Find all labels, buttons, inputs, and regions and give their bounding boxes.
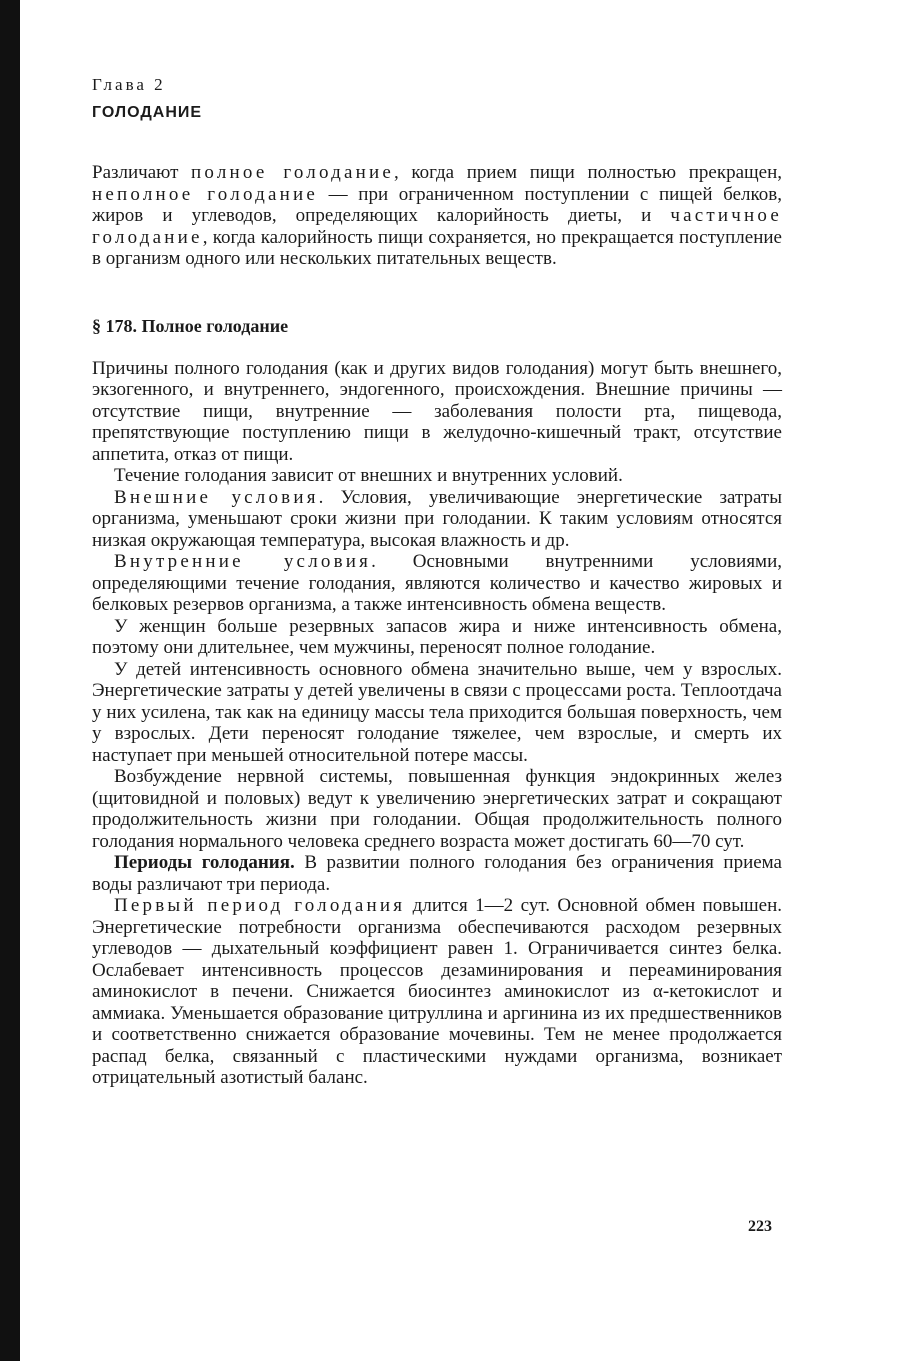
internal-conditions-text: . Основными внутренними условиями, определяющими течение голодания, являются количество и качество жировых и белковых резервов организма, а также интенсивность обмена веществ.: [92, 551, 782, 615]
intro-paragraph: [92, 162, 782, 270]
term-periods: Периоды голодания.: [114, 852, 295, 873]
intro-term-selective: частичное голодание: [92, 205, 782, 248]
term-external-conditions: Внешние условия: [114, 486, 319, 508]
intro-text-1: Различают: [92, 162, 192, 183]
page-content: [92, 74, 782, 1089]
paragraph-children: У детей интенсивность основного обмена значительно выше, чем у взрослых. Энергетические затраты у детей увеличены в связи с процессами роста. Теплоотдача у них усилена, так как на единицу массы тела приходится большая поверхность, чем у взрослых. Дети переносят голодание тяжелее, чем взрослые, и смерть их наступает при меньшей относительной потере массы.: [92, 658, 782, 766]
term-internal-conditions: Внутренние условия: [114, 551, 372, 572]
intro-text-2: , когда прием пищи полностью прекращен,: [394, 162, 782, 183]
intro-text-3: — при ограниченном поступлении с пищей белков, жиров и углеводов, определяющих калорийность диеты, и: [92, 183, 782, 226]
chapter-title: ГОЛОДАНИЕ: [92, 104, 203, 121]
paragraph-periods: [92, 852, 782, 895]
paragraph-course: Течение голодания зависит от внешних и внутренних условий.: [114, 465, 623, 486]
section-heading: § 178. Полное голодание: [92, 315, 289, 336]
chapter-label: Глава 2: [92, 75, 166, 94]
term-first-period: Первый период голодания: [114, 895, 406, 916]
periods-text: В развитии полного голодания без ограничения приема воды различают три периода.: [92, 852, 782, 895]
external-conditions-text: . Условия, увеличивающие энергетические затраты организма, уменьшают сроки жизни при голодании. К таким условиям относятся низкая окружающая температура, высокая влажность и др.: [92, 486, 782, 551]
paragraph-nervous-system: Возбуждение нервной системы, повышенная функция эндокринных желез (щитовидной и половых) ведут к увеличению энергетических затрат и сокращают продолжительность жизни при голодании. Общая продолжительность полного голодания нормального человека среднего возраста может достигать 60—70 сут.: [92, 766, 782, 852]
intro-term-full: полное голодание: [191, 162, 394, 183]
intro-term-partial: неполное голодание: [92, 183, 318, 205]
intro-text-4: , когда калорийность пищи сохраняется, но прекращается поступление в организм одного или нескольких питательных веществ.: [92, 226, 782, 269]
first-period-text: длится 1—2 сут. Основной обмен повышен. Энергетические потребности организма обеспечиваются расходом резервных углеводов — дыхательный коэффициент равен 1. Ограничивается синтез белка. Ослабевает интенсивность процессов дезаминирования и переаминирования аминокислот в печени. Снижается биосинтез аминокислот из α-кетокислот и аммиака. Уменьшается образование цитруллина и аргинина из их предшественников и соответственно снижается образование мочевины. Тем не менее продолжается распад белка, связанный с пластическими нуждами организма, возникает отрицательный азотистый баланс.: [92, 895, 782, 1088]
paragraph-causes: Причины полного голодания (как и других видов голодания) могут быть внешнего, экзогенного, и внутреннего, эндогенного, происхождения. Внешние причины — отсутствие пищи, внутренние — заболевания полости рта, пищевода, препятствующие поступлению пищи в желудочно-кишечный тракт, отсутствие аппетита, отказ от пищи.: [92, 357, 782, 465]
page-number: 223: [748, 1218, 772, 1235]
paragraph-internal-conditions: [92, 551, 782, 616]
paragraph-first-period: [92, 895, 782, 1089]
paragraph-external-conditions: [92, 487, 782, 552]
page-edge-shadow: [0, 0, 20, 1361]
paragraph-women: У женщин больше резервных запасов жира и ниже интенсивность обмена, поэтому они длительнее, чем мужчины, переносят полное голодание.: [92, 615, 782, 658]
